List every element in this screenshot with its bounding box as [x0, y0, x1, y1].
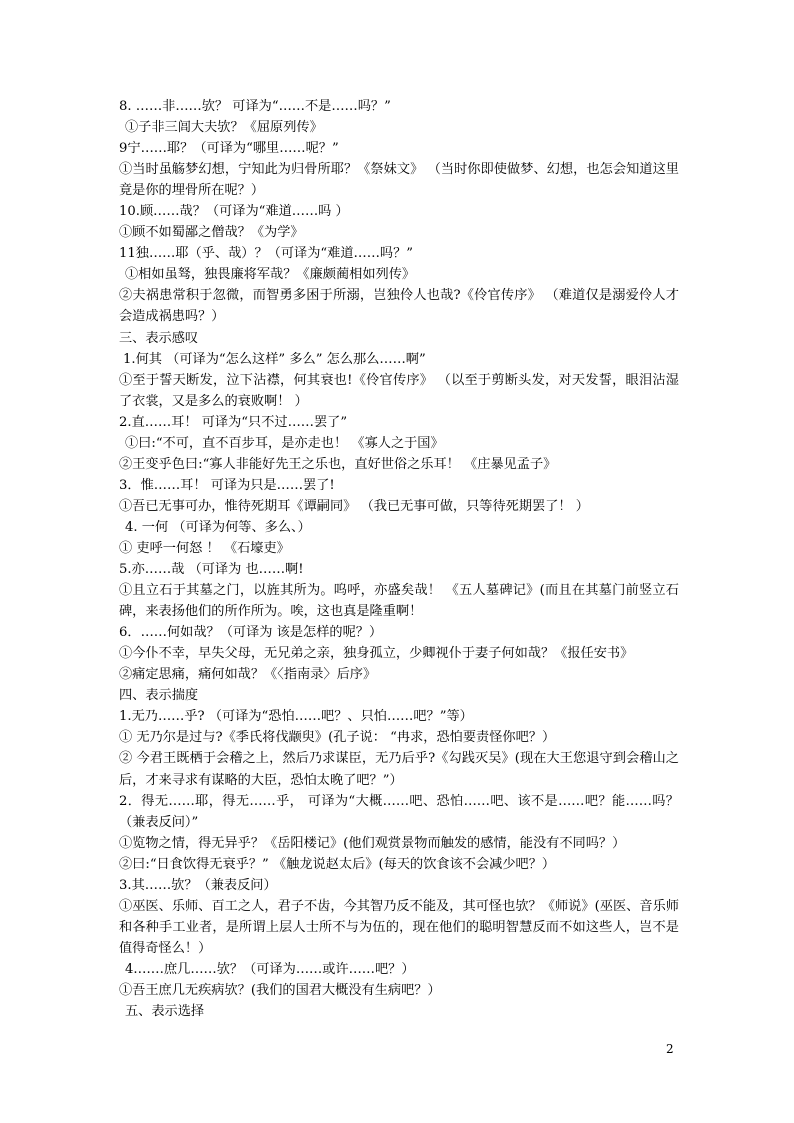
text-line: 4. 一何 （可译为何等、多么、） [125, 519, 311, 535]
text-line: ①顾不如蜀鄙之僧哉？《为学》 [119, 225, 304, 241]
text-line: ①且立石于其墓之门，以旌其所为。呜呼，亦盛矣哉！ 《五人墓碑记》(而且在其墓门前竖立石碑，来表扬他们的所作所为。唉，这也真是隆重啊！ [119, 583, 679, 620]
document-body [119, 96, 679, 1022]
text-line: 2.直……耳！ 可译为“只不过……罢了” [119, 414, 348, 430]
text-line: ①当时虽觞梦幻想，宁知此为归骨所耶？《祭妹文》 （当时你即使做梦、幻想，也怎会知道这里竟是你的埋骨所在呢？） [119, 162, 679, 199]
text-line: 6．……何如哉？（可译为 该是怎样的呢？） [119, 625, 383, 641]
text-line: ②夫祸患常积于忽微，而智勇多困于所溺，岂独伶人也哉?《伶官传序》 （难道仅是溺爱伶人才会造成祸患吗？） [119, 288, 679, 325]
section-heading: 五、表示选择 [125, 1004, 205, 1020]
text-line: ①吾已无事可办，惟待死期耳《谭嗣同》 （我已无事可做，只等待死期罢了！ ） [119, 498, 589, 514]
text-line: ①曰:“不可，直不百步耳，是亦走也！ 《寡人之于国》 [125, 435, 444, 451]
page-number: 2 [666, 1042, 674, 1056]
text-line: ①巫医、乐师、百工之人，君子不齿，今其智乃反不能及，其可怪也欤？《师说》(巫医、音乐师和各种手工业者，是所谓上层人士所不与为伍的，现在他们的聪明智慧反而不如这些人，岂不是值得奇怪么！） [119, 898, 679, 956]
text-line: 4.……庶几……欤？（可译为……或许……吧？） [125, 961, 415, 977]
text-line: 3．惟……耳！ 可译为只是……罢了! [119, 477, 335, 493]
text-line: ②曰:“日食饮得无衰乎？” 《触龙说赵太后》(每天的饮食该不会减少吧？） [119, 856, 556, 872]
text-line: ① 吏呼一何怒 ！ 《石壕吏》 [119, 540, 290, 556]
text-line: ①吾王庶几无疾病欤？(我们的国君大概没有生病吧？） [119, 982, 441, 998]
section-heading: 四、表示揣度 [119, 688, 199, 704]
text-line: 1.无乃……乎? （可译为“恐怕……吧？、只怕……吧？”等） [119, 709, 473, 725]
text-line: ① 无乃尔是过与?《季氏将伐颛臾》(孔子说： “冉求，恐怕要责怪你吧？） [119, 730, 556, 746]
text-line: 1.何其 （可译为“怎么这样” 多么” 怎么那么……啊” [123, 351, 426, 367]
text-line: 8. ……非……欤？ 可译为“……不是……吗？” [119, 99, 391, 114]
text-line: ①今仆不幸，早失父母，无兄弟之亲，独身孤立，少卿视仆于妻子何如哉？《报任安书》 [119, 646, 634, 662]
text-line: 2．得无……耶，得无……乎， 可译为“大概……吧、恐怕……吧、该不是……吧？能……吗？（兼表反问）” [119, 793, 679, 830]
text-line: ①子非三闾大夫欤？《屈原列传》 [125, 120, 323, 136]
text-line: ②痛定思痛，痛何如哉？《〈指南录〉后序》 [119, 667, 377, 683]
text-line: ①览物之情，得无异乎？《岳阳楼记》(他们观赏景物而触发的感情，能没有不同吗？） [119, 835, 626, 851]
text-line: ② 今君王既栖于会稽之上，然后乃求谋臣，无乃后乎?《勾践灭吴》(现在大王您退守到会稽山之后，才来寻求有谋略的大臣，恐怕太晚了吧？”） [119, 751, 679, 788]
text-line: 3.其……欤？（兼表反问） [119, 877, 277, 893]
text-line: 9宁……耶？（可译为“哪里……呢？” [119, 141, 339, 157]
text-line: 10.顾……哉？（可译为“难道……吗 ） [119, 204, 349, 220]
text-line: ①至于誓天断发，泣下沾襟，何其衰也!《伶官传序》 （以至于剪断头发，对天发誓，眼泪沾湿了衣裳，又是多么的衰败啊！ ） [119, 372, 679, 409]
text-line: ①相如虽驽，独畏廉将军哉？《廉颇蔺相如列传》 [125, 267, 416, 283]
text-line: 5.亦……哉 （可译为 也……啊! [119, 562, 304, 578]
text-line: ②王变乎色曰:“寡人非能好先王之乐也，直好世俗之乐耳！ 《庄暴见孟子》 [119, 456, 557, 472]
text-line: 11独……耶（乎、哉）？（可译为“难道……吗？” [119, 246, 414, 262]
section-heading: 三、表示感叹 [119, 330, 199, 346]
